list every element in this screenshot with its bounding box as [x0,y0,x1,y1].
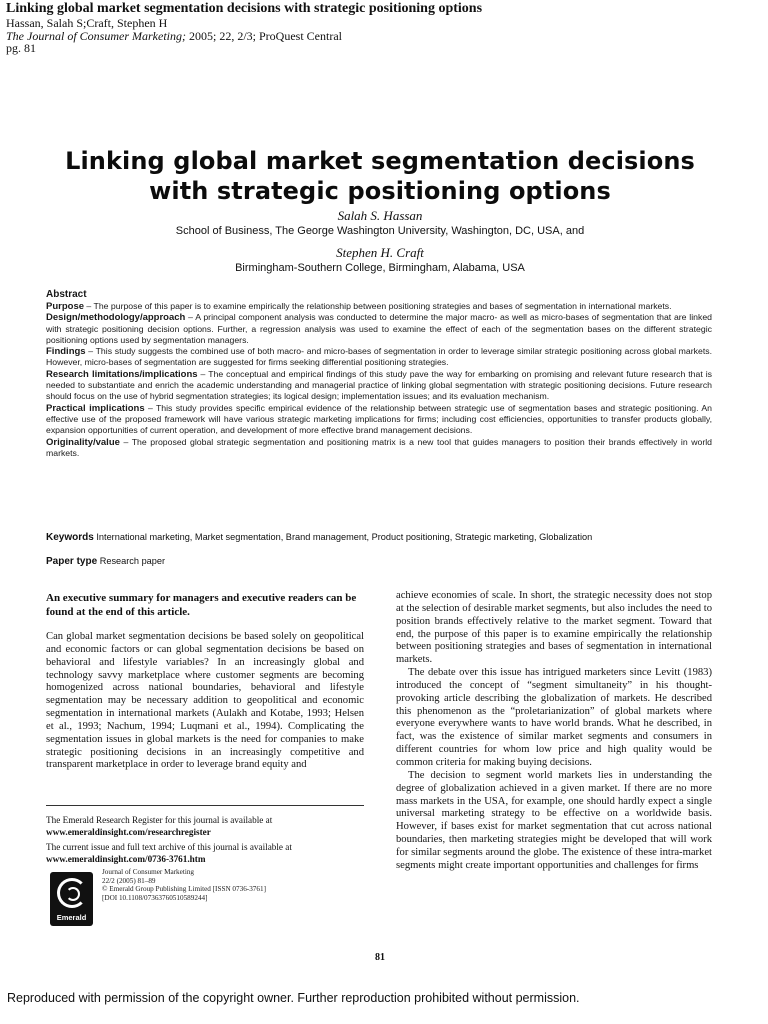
abstract-heading: Abstract [46,289,87,300]
journal-doi: [DOI 10.1108/07363760510589244] [102,893,208,902]
journal-name: Journal of Consumer Marketing [102,868,195,876]
right-column [396,590,712,873]
proquest-title: Linking global market segmentation decisions with strategic positioning options [6,1,483,16]
author-2-affiliation: Birmingham-Southern College, Birmingham, Alabama, USA [235,262,525,274]
emerald-logo-word: Emerald [56,913,87,922]
emerald-logo-inner [66,887,80,901]
fulltext-note [46,841,364,865]
practical-text: – This study provides specific empirical evidence of the relationship between strategic use of segmentation bases and strategic positioning. An effective use of the proposed framework will have various strategic marketing implications for firms; including cost efficiencies, opportunities to transfer products globally, expansion opportunities of current operation, and development of more effective brand management decisions. [46,402,712,436]
design-label: Design/methodology/approach [46,312,186,324]
body-paragraph: Can global market segmentation decisions be based solely on geopolitical and economic factors or can global segmentation decisions be based on behavioral and lifestyle variables? In an increasingly global and technology savvy marketplace where customer segments are becoming homogenized across national boundaries, behavioral and lifestyle segmentation may be necessary addition to geopolitical and economic segmentation in international markets (Aulakh and Kotabe, 1993; Helsen et al., 1993; Nachum, 1994; Luqmani et al., 1994). Complicating the segmentation issues in global markets is the need for companies to make strategic positioning decisions in an increasingly competitive and transparent marketplace in order to leverage brand equity and [46,631,364,771]
proquest-authors: Hassan, Salah S;Craft, Stephen H [6,16,168,30]
abstract [46,288,712,459]
body-paragraph: The debate over this issue has intrigued marketers since Levitt (1983) introduced the concept of “segment simultaneity” in his thought-provoking article describing the globalization of markets. He described this phenomenon as the “proletarianization” of global markets where everyone everywhere wants to have world brands. What he described, in fact, was the existence of similar market segments and consumers in different countries for whom low price and high quality would be common criteria for making buying decisions. [396,667,712,768]
fulltext-text: The current issue and full text archive of this journal is available at [46,842,292,852]
purpose-text: – The purpose of this paper is to examine empirically the relationship between positioning strategies and bases of segmentation in international markets. [84,301,672,311]
journal-volume: 22/2 (2005) 81–89 [102,876,156,885]
journal-copyright: © Emerald Group Publishing Limited [ISSN 0736-3761] [102,885,266,894]
proquest-page: pg. 81 [6,41,36,55]
article-title-line-1: Linking global market segmentation decisions [65,147,695,175]
author-2-name: Stephen H. Craft [336,245,424,260]
copyright-footer: Reproduced with permission of the copyright owner. Further reproduction prohibited without permission. [7,991,580,1005]
body-paragraph: achieve economies of scale. In short, the strategic necessity does not stop at the selection of desirable market segments, but also includes the need to position brands effectively relative to the market segment. Toward that end, the purpose of this paper is to examine empirically the relationship between positioning strategies and bases of segmentation in international markets. [396,590,712,666]
design-text: – A principal component analysis was conducted to determine the major macro- as well as micro-bases of segmentation that are linked with strategic positioning decision options. Further, a regression analysis was used to examine the effect of each of the segmentation bases on the different strategic positioning options used by segmentation managers. [46,312,712,345]
research-register-link[interactable]: www.emeraldinsight.com/researchregister [46,827,211,837]
abstract-limitations [46,369,712,403]
research-register-note [46,814,364,838]
abstract-originality [46,437,712,460]
body-paragraph: The decision to segment world markets lies in understanding the degree of globalization achieved in a given market. If there are no more mass markets in the USA, for example, one should hardly expect a single universal marketing strategy to be effective on a worldwide basis. However, if bases exist for market segmentation that cut across national boundaries, then marketing strategies might be developed that will work for similar segments around the globe. The existence of these intra-market segments might create important opportunities and challenges for firms [396,769,712,871]
limitations-label: Research limitations/implications [46,368,198,380]
journal-info [102,868,322,902]
findings-label: Findings [46,346,86,358]
abstract-findings [46,346,712,369]
paper-type-text: Research paper [97,556,166,566]
author-1-affiliation: School of Business, The George Washington University, Washington, DC, USA, and [175,225,585,237]
abstract-practical [46,403,712,437]
keywords-label: Keywords [46,532,94,543]
keywords-text: International marketing, Market segmentation, Brand management, Product positioning, Strategic marketing, Globalization [93,532,593,542]
research-register-text: The Emerald Research Register for this journal is available at [46,815,273,825]
proquest-citation [6,30,746,43]
proquest-header [6,1,746,55]
paper-type-label: Paper type [46,556,98,567]
paper-type [46,555,716,568]
abstract-design [46,312,712,346]
originality-label: Originality/value [46,436,120,448]
limitations-text: – The conceptual and empirical findings of this study pave the way for embarking on promising and relevant future research that is needed to substantiate and enrich the academic understanding and managerial practice of linking global segmentation with strategic positioning decisions. Future research should focus on the use of hybrid segmentation strategies; its logical design; implementation issues; and its evaluation mechanism. [46,368,712,402]
author-1-name: Salah S. Hassan [337,208,423,223]
practical-label: Practical implications [46,402,145,414]
emerald-logo [50,872,93,926]
originality-text: – The proposed global strategic segmentation and positioning matrix is a new tool that guides managers to position their brands effectively in world markets. [46,436,712,458]
abstract-purpose [46,301,712,312]
fulltext-link[interactable]: www.emeraldinsight.com/0736-3761.htm [46,854,206,864]
article-title-line-2: with strategic positioning options [149,177,611,205]
proquest-issue: 2005; 22, 2/3; ProQuest Central [185,28,342,43]
findings-text: – This study suggests the combined use of both macro- and micro-bases of segmentation in order to leverage similar strategic positioning across global markets. However, micro-bases of segmentation are suggested for firms seeking differential positioning strategies. [46,346,712,368]
proquest-journal: The Journal of Consumer Marketing; [6,28,186,43]
page-number: 81 [375,952,385,963]
keywords [46,531,716,544]
executive-summary-note: An executive summary for managers and executive readers can be found at the end of this article. [46,592,357,618]
left-column [46,631,364,772]
purpose-label: Purpose [46,301,85,312]
emerald-notice [46,805,364,868]
article-title [30,146,730,206]
